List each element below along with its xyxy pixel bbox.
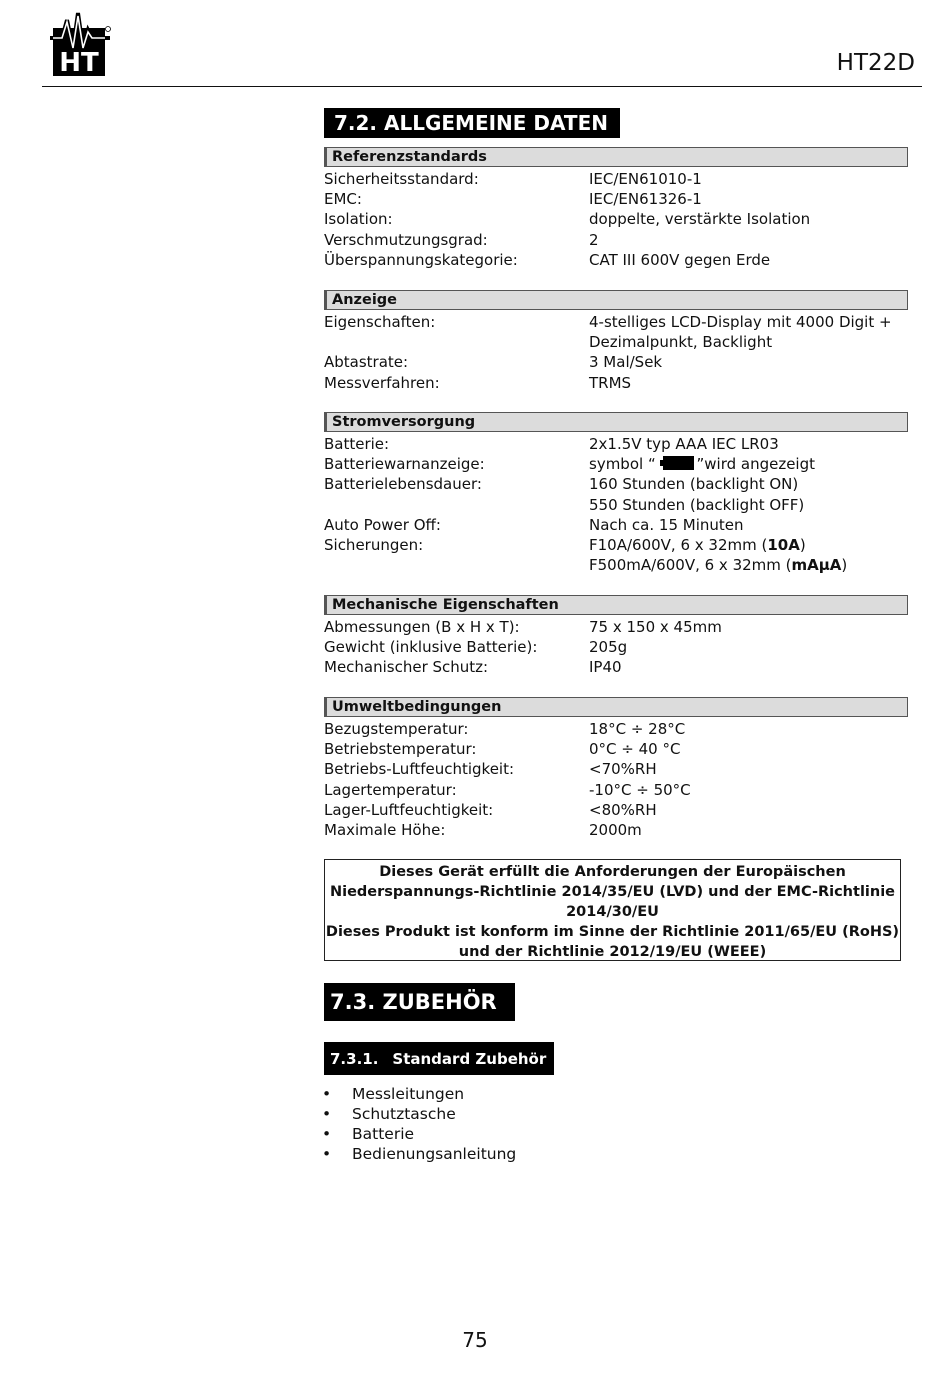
spec-value	[589, 454, 908, 474]
spec-label: Betriebs-Luftfeuchtigkeit:	[324, 760, 515, 779]
notice-line: Niederspannungs-Richtlinie 2014/35/EU (LVD) und der EMC-Richtlinie	[329, 884, 896, 900]
spec-row	[324, 189, 908, 209]
fuse-input: mAμA	[791, 556, 842, 575]
spec-row	[324, 535, 908, 555]
spec-row	[324, 352, 908, 372]
spec-value: 550 Stunden (backlight OFF)	[589, 495, 805, 514]
fuse-suffix: )	[841, 556, 848, 575]
spec-value: 205g	[589, 638, 628, 657]
spec-rows	[324, 719, 908, 840]
subsection-number: 7.3.1.	[330, 1050, 379, 1068]
spec-value: IP40	[589, 658, 622, 677]
list-item	[322, 1144, 516, 1164]
spec-rows	[324, 312, 908, 393]
list-item-label: Messleitungen	[352, 1085, 465, 1103]
spec-value: 2	[589, 230, 599, 249]
spec-row	[324, 332, 908, 352]
spec-label: Bezugstemperatur:	[324, 720, 469, 738]
spec-label	[324, 332, 589, 352]
spec-rows	[324, 617, 908, 678]
bullet-icon: •	[322, 1085, 332, 1103]
spec-group-title: Stromversorgung	[324, 412, 908, 432]
spec-label: Messverfahren:	[324, 373, 440, 392]
section-heading-7-2: 7.2. ALLGEMEINE DATEN	[324, 108, 620, 138]
spec-label: Lager-Luftfeuchtigkeit:	[324, 800, 494, 819]
list-item	[322, 1084, 516, 1104]
spec-group-stromversorgung	[324, 412, 908, 575]
spec-row	[324, 373, 908, 393]
list-item	[322, 1104, 516, 1124]
spec-value: <80%RH	[589, 800, 657, 819]
fuse-prefix: F10A/600V, 6 x 32mm (	[589, 536, 768, 555]
spec-group-title: Umweltbedingungen	[324, 697, 908, 717]
spec-value: 2000m	[589, 821, 642, 840]
header-rule	[42, 86, 922, 87]
battery-warning-prefix: symbol “	[589, 455, 661, 474]
ht-logo	[50, 8, 112, 78]
notice-line: Dieses Produkt ist konform im Sinne der Richtlinie 2011/65/EU (RoHS)	[325, 924, 900, 940]
spec-group-title: Referenzstandards	[324, 147, 908, 167]
spec-label: Verschmutzungsgrad:	[324, 230, 488, 249]
spec-label: Batterie:	[324, 435, 390, 453]
spec-label: Sicherungen:	[324, 536, 424, 555]
spec-value: IEC/EN61326-1	[589, 190, 702, 209]
section-heading-7-3: 7.3. ZUBEHÖR	[324, 983, 515, 1021]
spec-label: Isolation:	[324, 210, 393, 229]
spec-value: 0°C ÷ 40 °C	[589, 740, 681, 759]
spec-value: -10°C ÷ 50°C	[589, 780, 691, 799]
spec-row	[324, 800, 908, 820]
spec-label: EMC:	[324, 190, 362, 209]
spec-row	[324, 230, 908, 250]
spec-value: TRMS	[589, 373, 632, 392]
spec-label: Maximale Höhe:	[324, 821, 446, 840]
spec-row	[324, 820, 908, 840]
spec-row	[324, 209, 908, 229]
spec-label: Betriebstemperatur:	[324, 740, 477, 759]
list-item-label: Schutztasche	[352, 1105, 456, 1123]
spec-label: Eigenschaften:	[324, 313, 436, 331]
spec-label	[324, 555, 589, 575]
spec-label: Gewicht (inklusive Batterie):	[324, 638, 538, 657]
spec-rows	[324, 434, 908, 575]
spec-group-anzeige	[324, 290, 908, 393]
spec-label: Lagertemperatur:	[324, 780, 457, 799]
spec-row	[324, 555, 908, 575]
spec-value: CAT III 600V gegen Erde	[589, 250, 771, 269]
spec-group-title: Anzeige	[324, 290, 908, 310]
spec-row	[324, 495, 908, 515]
subsection-heading-7-3-1	[324, 1042, 554, 1075]
logo-text: HT	[59, 48, 99, 78]
spec-value: <70%RH	[589, 760, 657, 779]
fuse-input: 10A	[767, 536, 800, 555]
page-number: 75	[462, 1328, 488, 1352]
spec-value	[589, 535, 908, 555]
spec-value: 75 x 150 x 45mm	[589, 618, 722, 636]
spec-value: Nach ca. 15 Minuten	[589, 515, 744, 534]
notice-line: und der Richtlinie 2012/19/EU (WEEE)	[458, 944, 767, 960]
spec-value: Dezimalpunkt, Backlight	[589, 333, 773, 352]
accessory-list	[322, 1084, 516, 1164]
spec-value: 160 Stunden (backlight ON)	[589, 475, 799, 494]
spec-group-umweltbedingungen	[324, 697, 908, 840]
list-item-label: Bedienungsanleitung	[352, 1145, 517, 1163]
spec-row	[324, 657, 908, 677]
spec-label: Batterielebensdauer:	[324, 475, 482, 494]
spec-value: 2x1.5V typ AAA IEC LR03	[589, 435, 779, 453]
spec-group-title: Mechanische Eigenschaften	[324, 595, 908, 615]
spec-row	[324, 250, 908, 270]
battery-icon	[660, 456, 696, 470]
bullet-icon: •	[322, 1145, 332, 1163]
spec-row	[324, 169, 908, 189]
model-name: HT22D	[836, 50, 915, 76]
spec-row	[324, 312, 908, 332]
spec-row	[324, 515, 908, 535]
list-item-label: Batterie	[352, 1125, 415, 1143]
spec-value: IEC/EN61010-1	[589, 170, 702, 188]
spec-value: doppelte, verstärkte Isolation	[589, 210, 811, 229]
notice-line: 2014/30/EU	[566, 904, 659, 920]
notice-line: Dieses Gerät erfüllt die Anforderungen der Europäischen	[379, 864, 846, 880]
spec-rows	[324, 169, 908, 270]
spec-label: Batteriewarnanzeige:	[324, 455, 485, 474]
spec-row	[324, 434, 908, 454]
bullet-icon: •	[322, 1105, 332, 1123]
spec-label: Auto Power Off:	[324, 515, 441, 534]
spec-group-mechanische-eigenschaften	[324, 595, 908, 678]
fuse-suffix: )	[799, 536, 806, 555]
spec-value: 3 Mal/Sek	[589, 353, 663, 372]
battery-warning-suffix: ”wird angezeigt	[696, 455, 816, 474]
spec-label: Abtastrate:	[324, 353, 409, 372]
spec-label: Mechanischer Schutz:	[324, 658, 489, 677]
spec-label	[324, 495, 589, 515]
spec-row	[324, 474, 908, 494]
spec-row	[324, 719, 908, 739]
spec-group-referenzstandards	[324, 147, 908, 270]
spec-value: 4-stelliges LCD-Display mit 4000 Digit +	[589, 313, 892, 331]
spec-row	[324, 617, 908, 637]
spec-row	[324, 637, 908, 657]
bullet-icon: •	[322, 1125, 332, 1143]
compliance-notice	[324, 859, 901, 961]
spec-row	[324, 739, 908, 759]
spec-label: Abmessungen (B x H x T):	[324, 618, 520, 636]
spec-value: 18°C ÷ 28°C	[589, 720, 686, 738]
spec-label: Überspannungskategorie:	[324, 250, 518, 269]
subsection-title: Standard Zubehör	[392, 1050, 547, 1068]
fuse-prefix: F500mA/600V, 6 x 32mm (	[589, 556, 792, 575]
spec-row	[324, 454, 908, 474]
spec-label: Sicherheitsstandard:	[324, 170, 479, 188]
list-item	[322, 1124, 516, 1144]
spec-row	[324, 759, 908, 779]
spec-row	[324, 780, 908, 800]
spec-value	[589, 555, 908, 575]
